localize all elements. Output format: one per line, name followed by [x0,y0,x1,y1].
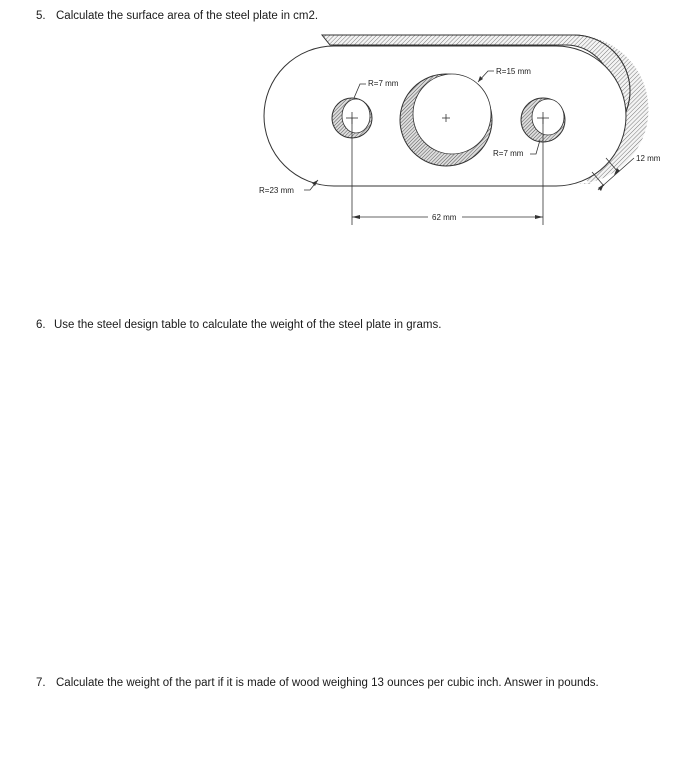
question-7 [36,676,599,690]
r-large-center-label: R=15 mm [496,67,531,76]
center-distance-arrow-left [352,215,360,219]
question-7-number: 7. [36,677,46,689]
center-distance-label: 62 mm [432,213,457,222]
center-hole-opening [413,74,491,154]
right-hole-opening [532,99,564,135]
thickness-label: 12 mm [636,154,661,163]
question-6-text: Use the steel design table to calculate the weight of the steel plate in grams. [54,319,442,331]
question-6-number: 6. [36,319,46,331]
question-5-number: 5. [36,10,46,22]
r-outer-label: R=23 mm [259,186,294,195]
steel-plate-drawing [0,0,676,300]
center-distance-arrow-right [535,215,543,219]
left-hole-opening [342,99,370,133]
question-5-text: Calculate the surface area of the steel plate in cm2. [56,10,319,22]
question-6 [36,318,441,332]
thickness-arrow-a [598,184,604,191]
question-7-text: Calculate the weight of the part if it is made of wood weighing 13 ounces per cubic inch. Answer in pounds. [56,677,599,689]
r-small-right-label: R=7 mm [493,149,524,158]
r-small-left-label: R=7 mm [368,79,399,88]
